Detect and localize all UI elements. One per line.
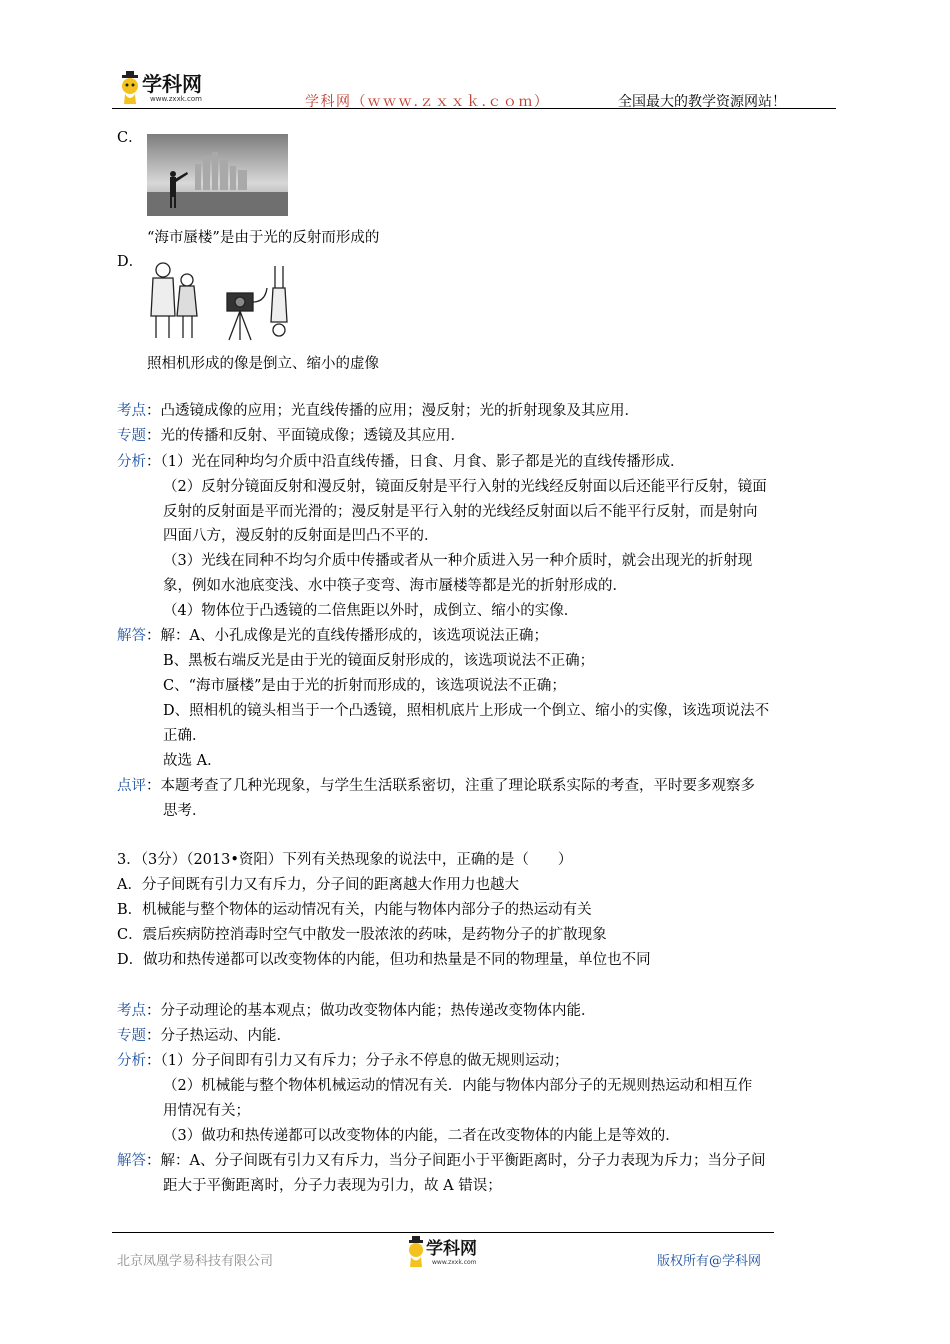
q3-option-d: D．做功和热传递都可以改变物体的内能，但功和热量是不同的物理量，单位也不同 xyxy=(117,952,651,968)
footer-logo-mascot-icon xyxy=(409,1236,423,1267)
q2-zhuanti xyxy=(117,424,465,448)
option-c-letter: C． xyxy=(117,130,143,146)
fenxi-line: 象，例如水池底变浅、水中筷子变弯、海市蜃楼等都是光的折射形成的． xyxy=(163,578,627,594)
zhuanti-text: ：光的传播和反射、平面镜成像；透镜及其应用． xyxy=(146,428,465,444)
option-d-letter: D． xyxy=(117,254,144,270)
header-tagline: 全国最大的教学资源网站！ xyxy=(618,94,786,110)
fenxi-line: 反射的反射面是平而光滑的；漫反射是平行入射的光线经反射面以后不能平行反射，而是射向 xyxy=(163,504,758,520)
q2-kaodian xyxy=(117,399,639,423)
mirage-photo xyxy=(147,134,288,216)
zhuanti-text: ：分子热运动、内能． xyxy=(146,1028,291,1044)
fenxi-line: ：（1）分子间即有引力又有斥力；分子永不停息的做无规则运动； xyxy=(146,1053,569,1069)
dianping-line: 思考． xyxy=(163,803,207,819)
kaodian-label: 考点 xyxy=(117,1003,146,1019)
jieda-line: ：解：A、小孔成像是光的直线传播形成的，该选项说法正确； xyxy=(146,628,548,644)
footer-divider xyxy=(112,1232,774,1233)
logo-subtext: www.zxxk.com xyxy=(150,95,202,103)
q3-option-a: A．分子间既有引力又有斥力，分子间的距离越大作用力也越大 xyxy=(117,877,519,893)
q3-fenxi xyxy=(117,1049,568,1073)
fenxi-label: 分析 xyxy=(117,454,146,470)
zhuanti-label: 专题 xyxy=(117,428,146,444)
q3-zhuanti xyxy=(117,1024,291,1048)
header-site-url[interactable]: 学科网（ｗｗｗ.ｚｘｘｋ.ｃｏｍ） xyxy=(305,94,550,110)
kaodian-text: ：凸透镜成像的应用；光直线传播的应用；漫反射；光的折射现象及其应用． xyxy=(146,403,639,419)
jieda-label: 解答 xyxy=(117,1153,146,1169)
q3-kaodian xyxy=(117,999,596,1023)
option-c-text: “海市蜃楼”是由于光的反射而形成的 xyxy=(147,230,380,246)
zxxk-logo xyxy=(120,68,224,108)
fenxi-line: 四面八方，漫反射的反射面是凹凸不平的． xyxy=(163,528,439,544)
option-d-text: 照相机形成的像是倒立、缩小的虚像 xyxy=(147,356,379,372)
q3-stem: 3．（3分）（2013•资阳）下列有关热现象的说法中，正确的是（ ） xyxy=(117,852,573,868)
dianping-line: ：本题考查了几种光现象，与学生生活联系密切，注重了理论联系实际的考查，平时要多观察多 xyxy=(146,778,755,794)
jieda-line: 正确． xyxy=(163,728,207,744)
kaodian-text: ：分子动理论的基本观点；做功改变物体内能；热传递改变物体内能． xyxy=(146,1003,596,1019)
jieda-label: 解答 xyxy=(117,628,146,644)
dianping-label: 点评 xyxy=(117,778,146,794)
footer-logo-text: 学科网 xyxy=(426,1239,477,1259)
fenxi-line: 用情况有关； xyxy=(163,1103,250,1119)
q2-fenxi xyxy=(117,450,684,474)
fenxi-line: （2）机械能与整个物体机械运动的情况有关．内能与物体内部分子的无规则热运动和相互作 xyxy=(163,1078,753,1094)
fenxi-line: （3）光线在同种不均匀介质中传播或者从一种介质进入另一种介质时，就会出现光的折射现 xyxy=(163,553,753,569)
camera-cartoon xyxy=(147,258,297,343)
jieda-line: 距大于平衡距离时，分子力表现为引力，故 A 错误； xyxy=(163,1178,502,1194)
q2-dianping xyxy=(117,774,755,798)
logo-mascot-icon xyxy=(122,71,138,104)
header-divider xyxy=(112,108,836,109)
logo-text: 学科网 xyxy=(142,72,202,96)
footer-copyright[interactable]: 版权所有@学科网 xyxy=(657,1254,762,1269)
fenxi-line: （3）做功和热传递都可以改变物体的内能，二者在改变物体的内能上是等效的． xyxy=(163,1128,680,1144)
q3-jieda xyxy=(117,1149,765,1173)
fenxi-label: 分析 xyxy=(117,1053,146,1069)
q3-option-b: B．机械能与整个物体的运动情况有关，内能与物体内部分子的热运动有关 xyxy=(117,902,592,918)
zhuanti-label: 专题 xyxy=(117,1028,146,1044)
fenxi-line: （2）反射分镜面反射和漫反射，镜面反射是平行入射的光线经反射面以后还能平行反射，镜面 xyxy=(163,479,767,495)
footer-company: 北京凤凰学易科技有限公司 xyxy=(117,1254,274,1269)
fenxi-line: ：（1）光在同种均匀介质中沿直线传播，日食、月食、影子都是光的直线传播形成． xyxy=(146,454,685,470)
q2-jieda xyxy=(117,624,548,648)
q3-option-c: C．震后疾病防控消毒时空气中散发一股浓浓的药味，是药物分子的扩散现象 xyxy=(117,927,607,943)
footer-zxxk-logo xyxy=(407,1234,495,1270)
kaodian-label: 考点 xyxy=(117,403,146,419)
jieda-line: C、“海市蜃楼”是由于光的折射而形成的，该选项说法不正确； xyxy=(163,678,566,694)
jieda-line: ：解：A、分子间既有引力又有斥力，当分子间距小于平衡距离时，分子力表现为斥力；当分子间 xyxy=(146,1153,766,1169)
jieda-line: D、照相机的镜头相当于一个凸透镜，照相机底片上形成一个倒立、缩小的实像，该选项说法不 xyxy=(163,703,770,719)
jieda-line: B、黑板右端反光是由于光的镜面反射形成的，该选项说法不正确； xyxy=(163,653,595,669)
fenxi-line: （4）物体位于凸透镜的二倍焦距以外时，成倒立、缩小的实像． xyxy=(163,603,579,619)
footer-logo-subtext: www.zxxk.com xyxy=(432,1259,477,1266)
jieda-line: 故选 A． xyxy=(163,753,222,769)
